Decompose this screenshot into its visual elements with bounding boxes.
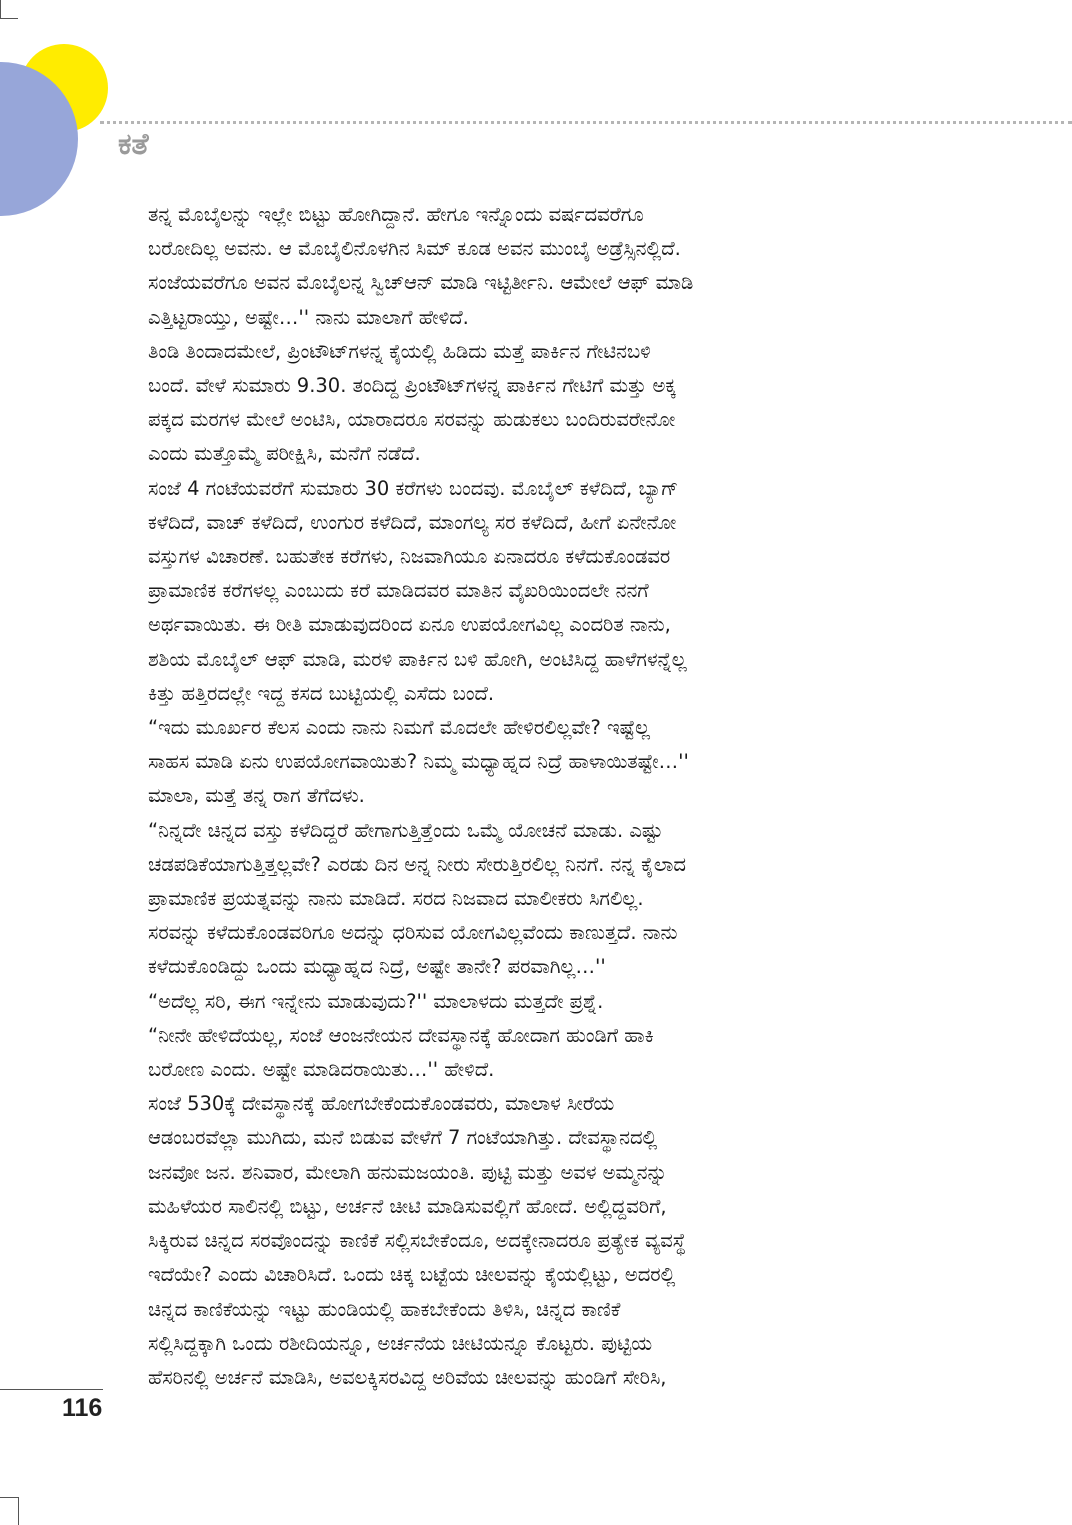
text-line: ಇದೆಯೇ? ಎಂದು ವಿಚಾರಿಸಿದೆ. ಒಂದು ಚಿಕ್ಕ ಬಟ್ಟೆಯ ಚೀಲವನ್ನು ಕೈಯಲ್ಲಿಟ್ಟು, ಅದರಲ್ಲಿ [148, 1263, 676, 1287]
text-line: ಸರವನ್ನು ಕಳೆದುಕೊಂಡವರಿಗೂ ಅದನ್ನು ಧರಿಸುವ ಯೋಗವಿಲ್ಲವೆಂದು ಕಾಣುತ್ತದೆ. ನಾನು [148, 921, 678, 945]
text-line: ವಸ್ತುಗಳ ವಿಚಾರಣೆ. ಬಹುತೇಕ ಕರೆಗಳು, ನಿಜವಾಗಿಯೂ ಏನಾದರೂ ಕಳೆದುಕೊಂಡವರ [148, 545, 671, 569]
text-line: ಪ್ರಾಮಾಣಿಕ ಕರೆಗಳಲ್ಲ ಎಂಬುದು ಕರೆ ಮಾಡಿದವರ ಮಾತಿನ ವೈಖರಿಯಿಂದಲೇ ನನಗೆ [148, 579, 649, 603]
text-line: ಬರೋಣ ಎಂದು. ಅಷ್ಟೇ ಮಾಡಿದರಾಯಿತು…'' ಹೇಳಿದೆ. [148, 1058, 495, 1082]
text-line: “ಇದು ಮೂರ್ಖರ ಕೆಲಸ ಎಂದು ನಾನು ನಿಮಗೆ ಮೊದಲೇ ಹೇಳಿರಲಿಲ್ಲವೇ? ಇಷ್ಟೆಲ್ಲ [148, 716, 651, 740]
text-line: ಕಳೆದಿದೆ, ವಾಚ್ ಕಳೆದಿದೆ, ಉಂಗುರ ಕಳೆದಿದೆ, ಮಾಂಗಲ್ಯ ಸರ ಕಳೆದಿದೆ, ಹೀಗೆ ಏನೇನೋ [148, 510, 677, 534]
text-line: “ನೀನೇ ಹೇಳಿದೆಯಲ್ಲ, ಸಂಜೆ ಆಂಜನೇಯನ ದೇವಸ್ಥಾನಕ್ಕೆ ಹೋದಾಗ ಹುಂಡಿಗೆ ಹಾಕಿ [148, 1023, 654, 1047]
header-dotted-rule [100, 121, 1072, 124]
text-line: ಮಾಲಾ, ಮತ್ತೆ ತನ್ನ ರಾಗ ತೆಗೆದಳು. [148, 784, 365, 808]
crop-mark-bottom [0, 1497, 18, 1498]
text-line: ಶಶಿಯ ಮೊಬೈಲ್ ಆಫ್ ಮಾಡಿ, ಮರಳಿ ಪಾರ್ಕಿನ ಬಳಿ ಹೋಗಿ, ಅಂಟಿಸಿದ್ದ ಹಾಳೆಗಳನ್ನೆಲ್ಲ [148, 647, 687, 671]
text-line: ಸಂಜೆ 4 ಗಂಟೆಯವರೆಗೆ ಸುಮಾರು 30 ಕರೆಗಳು ಬಂದವು. ಮೊಬೈಲ್ ಕಳೆದಿದೆ, ಬ್ಯಾಗ್ [148, 476, 679, 500]
text-line: ಸಾಹಸ ಮಾಡಿ ಏನು ಉಪಯೋಗವಾಯಿತು? ನಿಮ್ಮ ಮಧ್ಯಾಹ್ನದ ನಿದ್ರೆ ಹಾಳಾಯಿತಷ್ಟೇ…'' [148, 750, 689, 774]
text-line: ಬಂದೆ. ವೇಳೆ ಸುಮಾರು 9.30. ತಂದಿದ್ದ ಪ್ರಿಂಟೌಟ್‌ಗಳನ್ನ ಪಾರ್ಕಿನ ಗೇಟಿಗೆ ಮತ್ತು ಅಕ್ಕ [148, 374, 676, 398]
story-body-text [148, 198, 910, 1395]
crop-mark-top [0, 0, 1, 18]
text-line: ಕಿತ್ತು ಹತ್ತಿರದಲ್ಲೇ ಇದ್ದ ಕಸದ ಬುಟ್ಟಿಯಲ್ಲಿ ಎಸೆದು ಬಂದೆ. [148, 681, 495, 705]
text-line: ಚಡಪಡಿಕೆಯಾಗುತ್ತಿತ್ತಲ್ಲವೇ? ಎರಡು ದಿನ ಅನ್ನ ನೀರು ಸೇರುತ್ತಿರಲಿಲ್ಲ ನಿನಗೆ. ನನ್ನ ಕೈಲಾದ [148, 852, 687, 876]
text-line: ಕಳೆದುಕೊಂಡಿದ್ದು ಒಂದು ಮಧ್ಯಾಹ್ನದ ನಿದ್ರೆ, ಅಷ್ಟೇ ತಾನೇ? ಪರವಾಗಿಲ್ಲ…'' [148, 955, 606, 979]
text-line: ಹೆಸರಿನಲ್ಲಿ ಅರ್ಚನೆ ಮಾಡಿಸಿ, ಅವಲಕ್ಕಿಸರವಿದ್ದ ಅರಿವೆಯ ಚೀಲವನ್ನು ಹುಂಡಿಗೆ ಸೇರಿಸಿ, [148, 1365, 667, 1389]
text-line: ಸಿಕ್ಕಿರುವ ಚಿನ್ನದ ಸರವೊಂದನ್ನು ಕಾಣಿಕೆ ಸಲ್ಲಿಸಬೇಕೆಂದೂ, ಅದಕ್ಕೇನಾದರೂ ಪ್ರತ್ಯೇಕ ವ್ಯವಸ್ಥೆ [148, 1229, 686, 1253]
text-line: ಆಡಂಬರವೆಲ್ಲಾ ಮುಗಿದು, ಮನೆ ಬಿಡುವ ವೇಳೆಗೆ 7 ಗಂಟೆಯಾಗಿತ್ತು. ದೇವಸ್ಥಾನದಲ್ಲಿ [148, 1126, 658, 1150]
footer-rule [0, 1389, 103, 1390]
page-number: 116 [62, 1394, 103, 1422]
crop-mark-bottom-v [18, 1497, 19, 1525]
text-line: ಎಂದು ಮತ್ತೊಮ್ಮೆ ಪರೀಕ್ಷಿಸಿ, ಮನೆಗೆ ನಡೆದೆ. [148, 442, 421, 466]
text-line: ಸಂಜೆಯವರೆಗೂ ಅವನ ಮೊಬೈಲನ್ನ ಸ್ವಿಚ್‌ಆನ್ ಮಾಡಿ ಇಟ್ಟಿರ್ತೀನಿ. ಆಮೇಲೆ ಆಫ್ ಮಾಡಿ [148, 271, 694, 295]
text-line: ಸಲ್ಲಿಸಿದ್ದಕ್ಕಾಗಿ ಒಂದು ರಶೀದಿಯನ್ನೂ, ಅರ್ಚನೆಯ ಚೀಟಿಯನ್ನೂ ಕೊಟ್ಟರು. ಪುಟ್ಟಿಯ [148, 1331, 653, 1355]
text-line: ಮಹಿಳೆಯರ ಸಾಲಿನಲ್ಲಿ ಬಿಟ್ಟು, ಅರ್ಚನೆ ಚೀಟಿ ಮಾಡಿಸುವಲ್ಲಿಗೆ ಹೋದೆ. ಅಲ್ಲಿದ್ದವರಿಗೆ, [148, 1194, 667, 1218]
text-line: ಸಂಜೆ 530ಕ್ಕೆ ದೇವಸ್ಥಾನಕ್ಕೆ ಹೋಗಬೇಕೆಂದುಕೊಂಡವರು, ಮಾಲಾಳ ಸೀರೆಯ [148, 1092, 615, 1116]
text-line: ಜನವೋ ಜನ. ಶನಿವಾರ, ಮೇಲಾಗಿ ಹನುಮಜಯಂತಿ. ಪುಟ್ಟಿ ಮತ್ತು ಅವಳ ಅಮ್ಮನನ್ನು [148, 1160, 668, 1184]
section-label: ಕತೆ [118, 127, 149, 162]
text-line: ತನ್ನ ಮೊಬೈಲನ್ನು ಇಲ್ಲೇ ಬಿಟ್ಟು ಹೋಗಿದ್ದಾನೆ. ಹೇಗೂ ಇನ್ನೊಂದು ವರ್ಷದವರೆಗೂ [148, 203, 644, 226]
text-line: ಎತ್ತಿಟ್ಟರಾಯ್ತು, ಅಷ್ಟೇ…'' ನಾನು ಮಾಲಾಗೆ ಹೇಳಿದೆ. [148, 305, 469, 329]
crop-mark-top-h [0, 18, 18, 19]
text-line: ಅರ್ಥವಾಯಿತು. ಈ ರೀತಿ ಮಾಡುವುದರಿಂದ ಏನೂ ಉಪಯೋಗವಿಲ್ಲ ಎಂದರಿತ ನಾನು, [148, 613, 671, 637]
text-line: ಚಿನ್ನದ ಕಾಣಿಕೆಯನ್ನು ಇಟ್ಟು ಹುಂಡಿಯಲ್ಲಿ ಹಾಕಬೇಕೆಂದು ತಿಳಿಸಿ, ಚಿನ್ನದ ಕಾಣಿಕೆ [148, 1297, 621, 1321]
text-line: ಬರೋದಿಲ್ಲ ಅವನು. ಆ ಮೊಬೈಲಿನೊಳಗಿನ ಸಿಮ್ ಕೂಡ ಅವನ ಮುಂಬೈ ಅಡ್ರೆಸ್ಸಿನಲ್ಲಿದೆ. [148, 237, 681, 261]
text-line: “ಅದೆಲ್ಲ ಸರಿ, ಈಗ ಇನ್ನೇನು ಮಾಡುವುದು?'' ಮಾಲಾಳದು ಮತ್ತದೇ ಪ್ರಶ್ನೆ. [148, 989, 604, 1013]
text-line: “ನಿನ್ನದೇ ಚಿನ್ನದ ವಸ್ತು ಕಳೆದಿದ್ದರೆ ಹೇಗಾಗುತ್ತಿತ್ತೆಂದು ಒಮ್ಮೆ ಯೋಚನೆ ಮಾಡು. ಎಷ್ಟು [148, 818, 663, 842]
text-line: ತಿಂಡಿ ತಿಂದಾದಮೇಲೆ, ಪ್ರಿಂಟೌಟ್‌ಗಳನ್ನ ಕೈಯಲ್ಲಿ ಹಿಡಿದು ಮತ್ತೆ ಪಾರ್ಕಿನ ಗೇಟಿನಬಳಿ [148, 339, 651, 363]
text-line: ಪ್ರಾಮಾಣಿಕ ಪ್ರಯತ್ನವನ್ನು ನಾನು ಮಾಡಿದೆ. ಸರದ ನಿಜವಾದ ಮಾಲೀಕರು ಸಿಗಲಿಲ್ಲ. [148, 887, 644, 911]
text-line: ಪಕ್ಕದ ಮರಗಳ ಮೇಲೆ ಅಂಟಿಸಿ, ಯಾರಾದರೂ ಸರವನ್ನು ಹುಡುಕಲು ಬಂದಿರುವರೇನೋ [148, 408, 676, 432]
